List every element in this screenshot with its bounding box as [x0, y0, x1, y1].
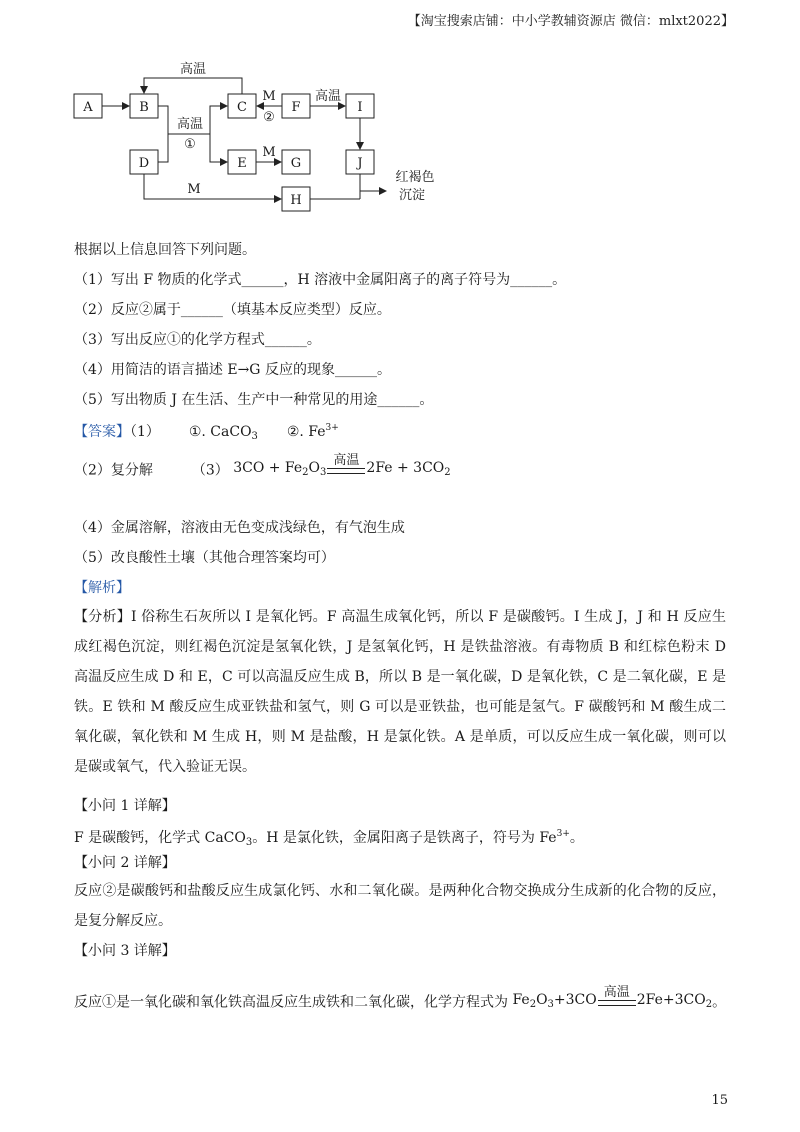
sub-question-1-text: F 是碳酸钙，化学式 CaCO$_3$。H 是氯化铁，金属阳离子是铁离子，符号为 $Fe^{3+}$。 [74, 829, 584, 848]
sub-question-2-tag: 【小问 2 详解】 [74, 855, 176, 871]
questions-intro: 根据以上信息回答下列问题。 [74, 242, 256, 258]
answer-1-line: 【答案】（1） ①. CaCO$_3$ ②. $Fe^{3+}$ [74, 423, 339, 442]
node-e-label: E [237, 156, 247, 171]
question-1: （1）写出 F 物质的化学式______，H 溶液中金属阳离子的离子符号为______。 [74, 272, 567, 288]
node-c-label: C [237, 100, 247, 115]
reaction-flow-diagram [60, 56, 460, 216]
question-4: （4）用简洁的语言描述 E→G 反应的现象______。 [74, 362, 391, 378]
node-j-label: J [357, 156, 363, 171]
arrow-branch-e [210, 134, 227, 162]
sub-question-3-text: 反应①是一氧化碳和氧化铁高温反应生成铁和二氧化碳，化学方程式为 $Fe_2O_3+3CO$ 高温 $2Fe+3CO_2$。 [74, 990, 726, 1015]
sub-question-3-equation: $Fe_2O_3+3CO$ 高温 $2Fe+3CO_2$ [512, 985, 713, 1010]
arrow-c-b [144, 78, 242, 94]
label-result-line2: 沉淀 [398, 188, 426, 203]
question-5: （5）写出物质 J 在生活、生产中一种常见的用途______。 [74, 392, 434, 408]
answer-2: （2）复分解 [74, 462, 153, 479]
answer-5: （5）改良酸性土壤（其他合理答案均可） [74, 550, 335, 566]
label-reaction-2: ② [263, 110, 275, 125]
sub-question-3-tag: 【小问 3 详解】 [74, 943, 176, 959]
label-d-h-M: M [187, 182, 201, 197]
page-number: 15 [711, 1093, 728, 1108]
analysis-paragraph: 【分析】I 俗称生石灰所以 I 是氧化钙。F 高温生成氧化钙，所以 F 是碳酸钙。I 生成 J，J 和 H 反应生成红褐色沉淀，则红褐色沉淀是氢氧化铁，J 是氢氧化钙，H 是铁盐溶液。有毒物质 B 和红棕色粉末 D 高温反应生成 D 和 E，C 可以高温反应生成 B，所以 B 是一氧化碳，D 是氧化铁，C 是二氧化碳，E 是铁。E 铁和 M 酸反应生成亚铁盐和氢气，则 G 可以是亚铁盐，也可能是氢气。F 碳酸钙和 M 酸生成二氧化碳，氧化铁和 M 生成 H，则 M 是盐酸，H 是氯化铁。A 是单质，可以反应生成一氧化碳，则可以是碳或氧气，代入验证无误。 [74, 609, 727, 775]
node-b-label: B [139, 100, 149, 115]
label-result-line1: 红褐色 [395, 170, 435, 185]
answer-3-equation: $3CO + Fe_2O_3$ 高温 $2Fe + 3CO_2$ [233, 453, 451, 478]
arrow-branch-c [210, 106, 227, 134]
sub-question-2-text: 反应②是碳酸钙和盐酸反应生成氯化钙、水和二氧化碳。是两种化合物交换成分生成新的化合物的反应，是复分解反应。 [74, 883, 726, 929]
node-d-label: D [138, 156, 150, 171]
label-f-c-M: M [262, 89, 276, 104]
label-reaction-1: ① [184, 137, 196, 152]
answer-2-3-line: （2）复分解 （3） $3CO + Fe_2O_3$ 高温 $2Fe + 3CO_2$ [74, 458, 451, 483]
analysis-tag: 【解析】 [74, 580, 130, 596]
node-a-label: A [83, 100, 93, 115]
label-e-g-M: M [262, 145, 276, 160]
sub-question-1-tag: 【小问 1 详解】 [74, 798, 176, 814]
label-top-arrow: 高温 [179, 62, 207, 77]
answer-4: （4）金属溶解，溶液由无色变成浅绿色，有气泡生成 [74, 520, 405, 536]
node-h-label: H [290, 193, 302, 208]
question-2: （2）反应②属于______（填基本反应类型）反应。 [74, 302, 391, 318]
question-3: （3）写出反应①的化学方程式______。 [74, 332, 321, 348]
label-f-i-condition: 高温 [314, 89, 342, 104]
node-i-label: I [357, 100, 363, 115]
node-g-label: G [290, 156, 302, 171]
answer-tag: 【答案】 [74, 424, 130, 440]
arrow-bd-join [158, 106, 168, 162]
arrow-d-h [144, 174, 281, 199]
header-note: 【淘宝搜索店铺：中小学教辅资源店 微信：mlxt2022】 [407, 14, 734, 29]
node-f-label: F [291, 100, 301, 115]
label-b-c-condition: 高温 [176, 117, 204, 132]
